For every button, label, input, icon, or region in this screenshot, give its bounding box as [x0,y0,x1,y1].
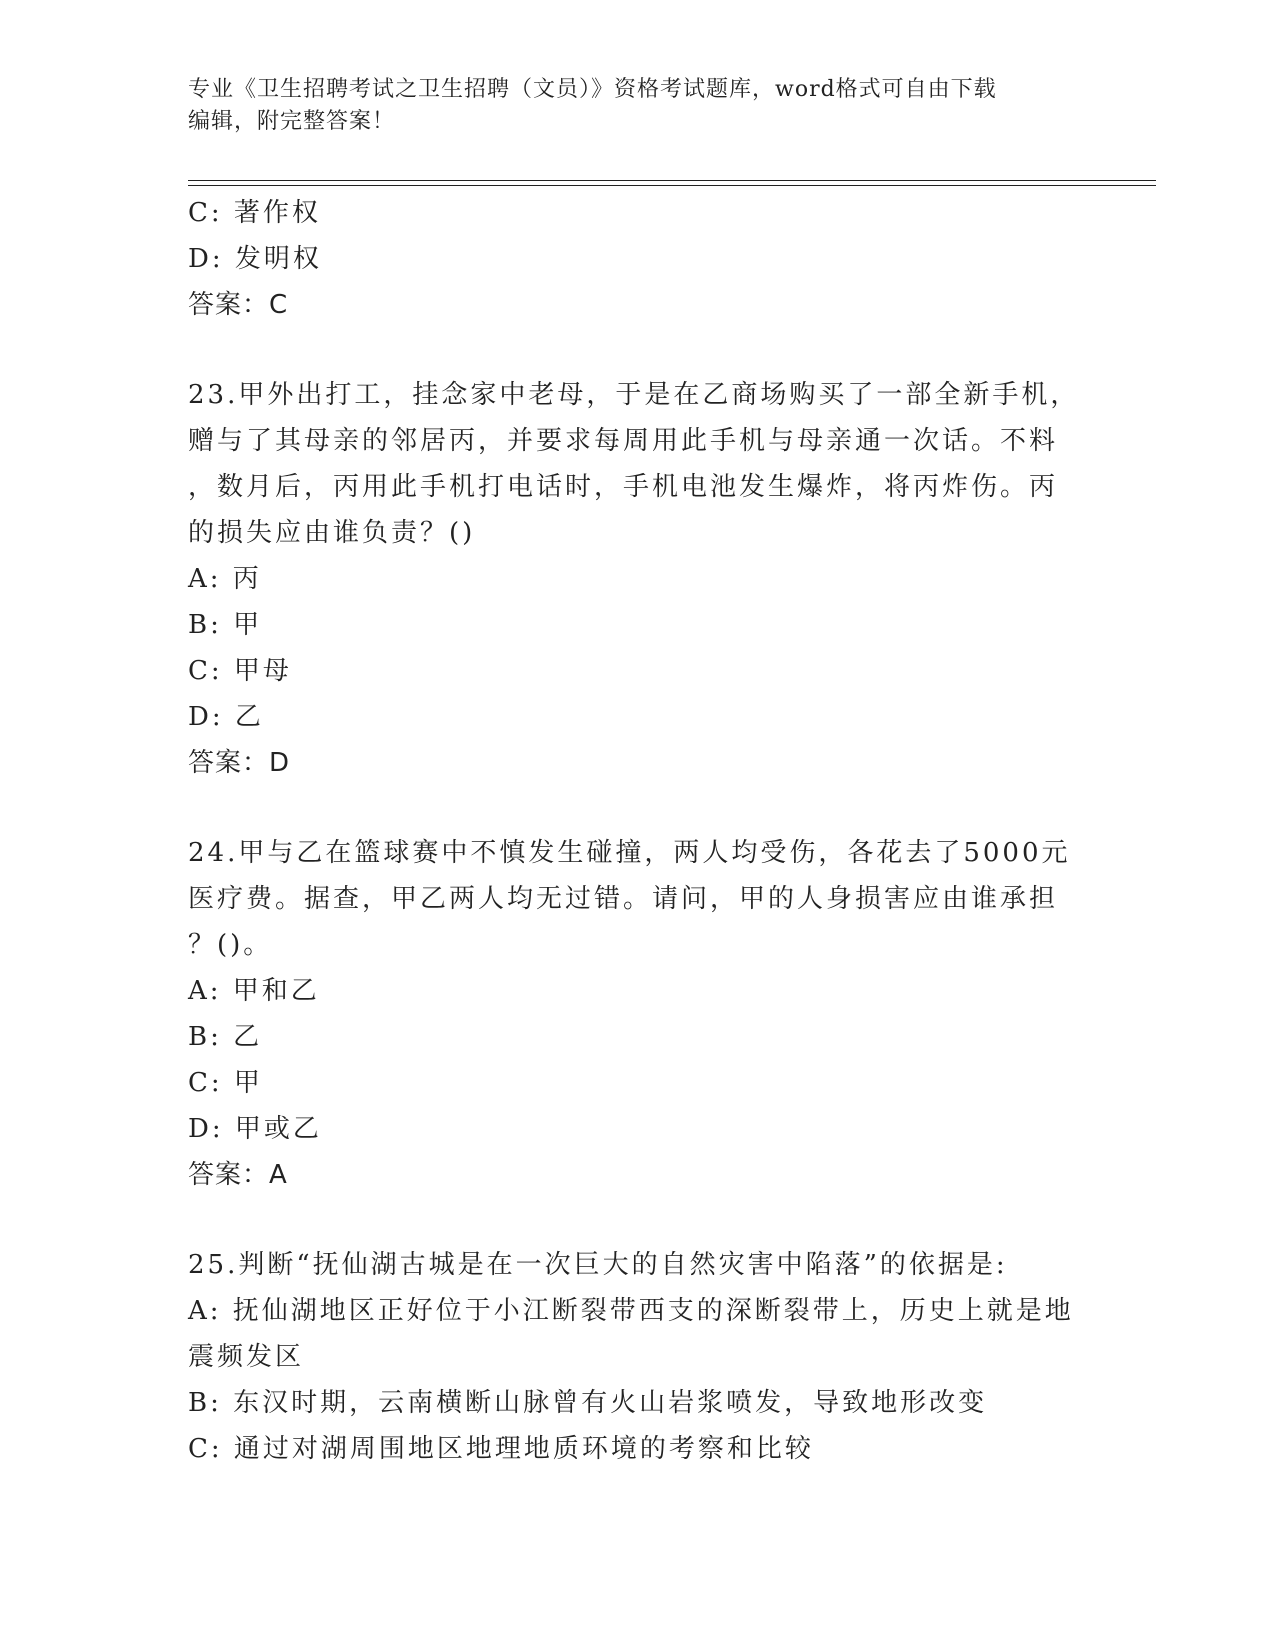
option-b: B: 东汉时期，云南横断山脉曾有火山岩浆喷发，导致地形改变 [188,1388,988,1418]
question-24 [188,830,1088,1198]
page-header [188,74,1108,138]
question-22 [188,190,1088,328]
question-text-line: 24.甲与乙在篮球赛中不慎发生碰撞，两人均受伤，各花去了5000元 [188,838,1071,868]
option-a: A: 甲和乙 [188,976,320,1006]
header-line-1: 专业《卫生招聘考试之卫生招聘（文员）》资格考试题库，word格式可自由下载 [188,77,997,102]
option-b: B: 乙 [188,1022,263,1052]
answer-line: 答案：D [188,748,291,778]
option-c: C: 通过对湖周围地区地理地质环境的考察和比较 [188,1434,814,1464]
question-text-line: 赠与了其母亲的邻居丙，并要求每周用此手机与母亲通一次话。不料 [188,426,1059,456]
spacer [188,1198,1088,1242]
header-line-2: 编辑，附完整答案！ [188,109,396,134]
document-body [188,190,1088,1472]
option-b: B: 甲 [188,610,263,640]
option-c: C: 甲 [188,1068,263,1098]
option-d: D: 发明权 [188,244,322,274]
option-c: C: 著作权 [188,198,321,228]
option-d: D: 乙 [188,702,264,732]
option-a: A: 抚仙湖地区正好位于小江断裂带西支的深断裂带上，历史上就是地 [188,1296,1074,1326]
question-text-line: 23.甲外出打工，挂念家中老母，于是在乙商场购买了一部全新手机， [188,380,1080,410]
question-text-line: 的损失应由谁负责？() [188,518,476,548]
option-c: C: 甲母 [188,656,292,686]
spacer [188,786,1088,830]
question-25 [188,1242,1088,1472]
answer-line: 答案：C [188,290,289,320]
option-a-continued: 震频发区 [188,1342,305,1372]
answer-line: 答案：A [188,1160,288,1190]
question-text-line: 25.判断“抚仙湖古城是在一次巨大的自然灾害中陷落”的依据是: [188,1250,1008,1280]
question-23 [188,372,1088,786]
question-text-line: 医疗费。据查，甲乙两人均无过错。请问，甲的人身损害应由谁承担 [188,884,1059,914]
question-text-line: ？()。 [188,930,273,960]
question-text-line: ，数月后，丙用此手机打电话时，手机电池发生爆炸，将丙炸伤。丙 [188,472,1059,502]
header-double-rule [188,180,1156,186]
option-d: D: 甲或乙 [188,1114,322,1144]
spacer [188,328,1088,372]
option-a: A: 丙 [188,564,262,594]
